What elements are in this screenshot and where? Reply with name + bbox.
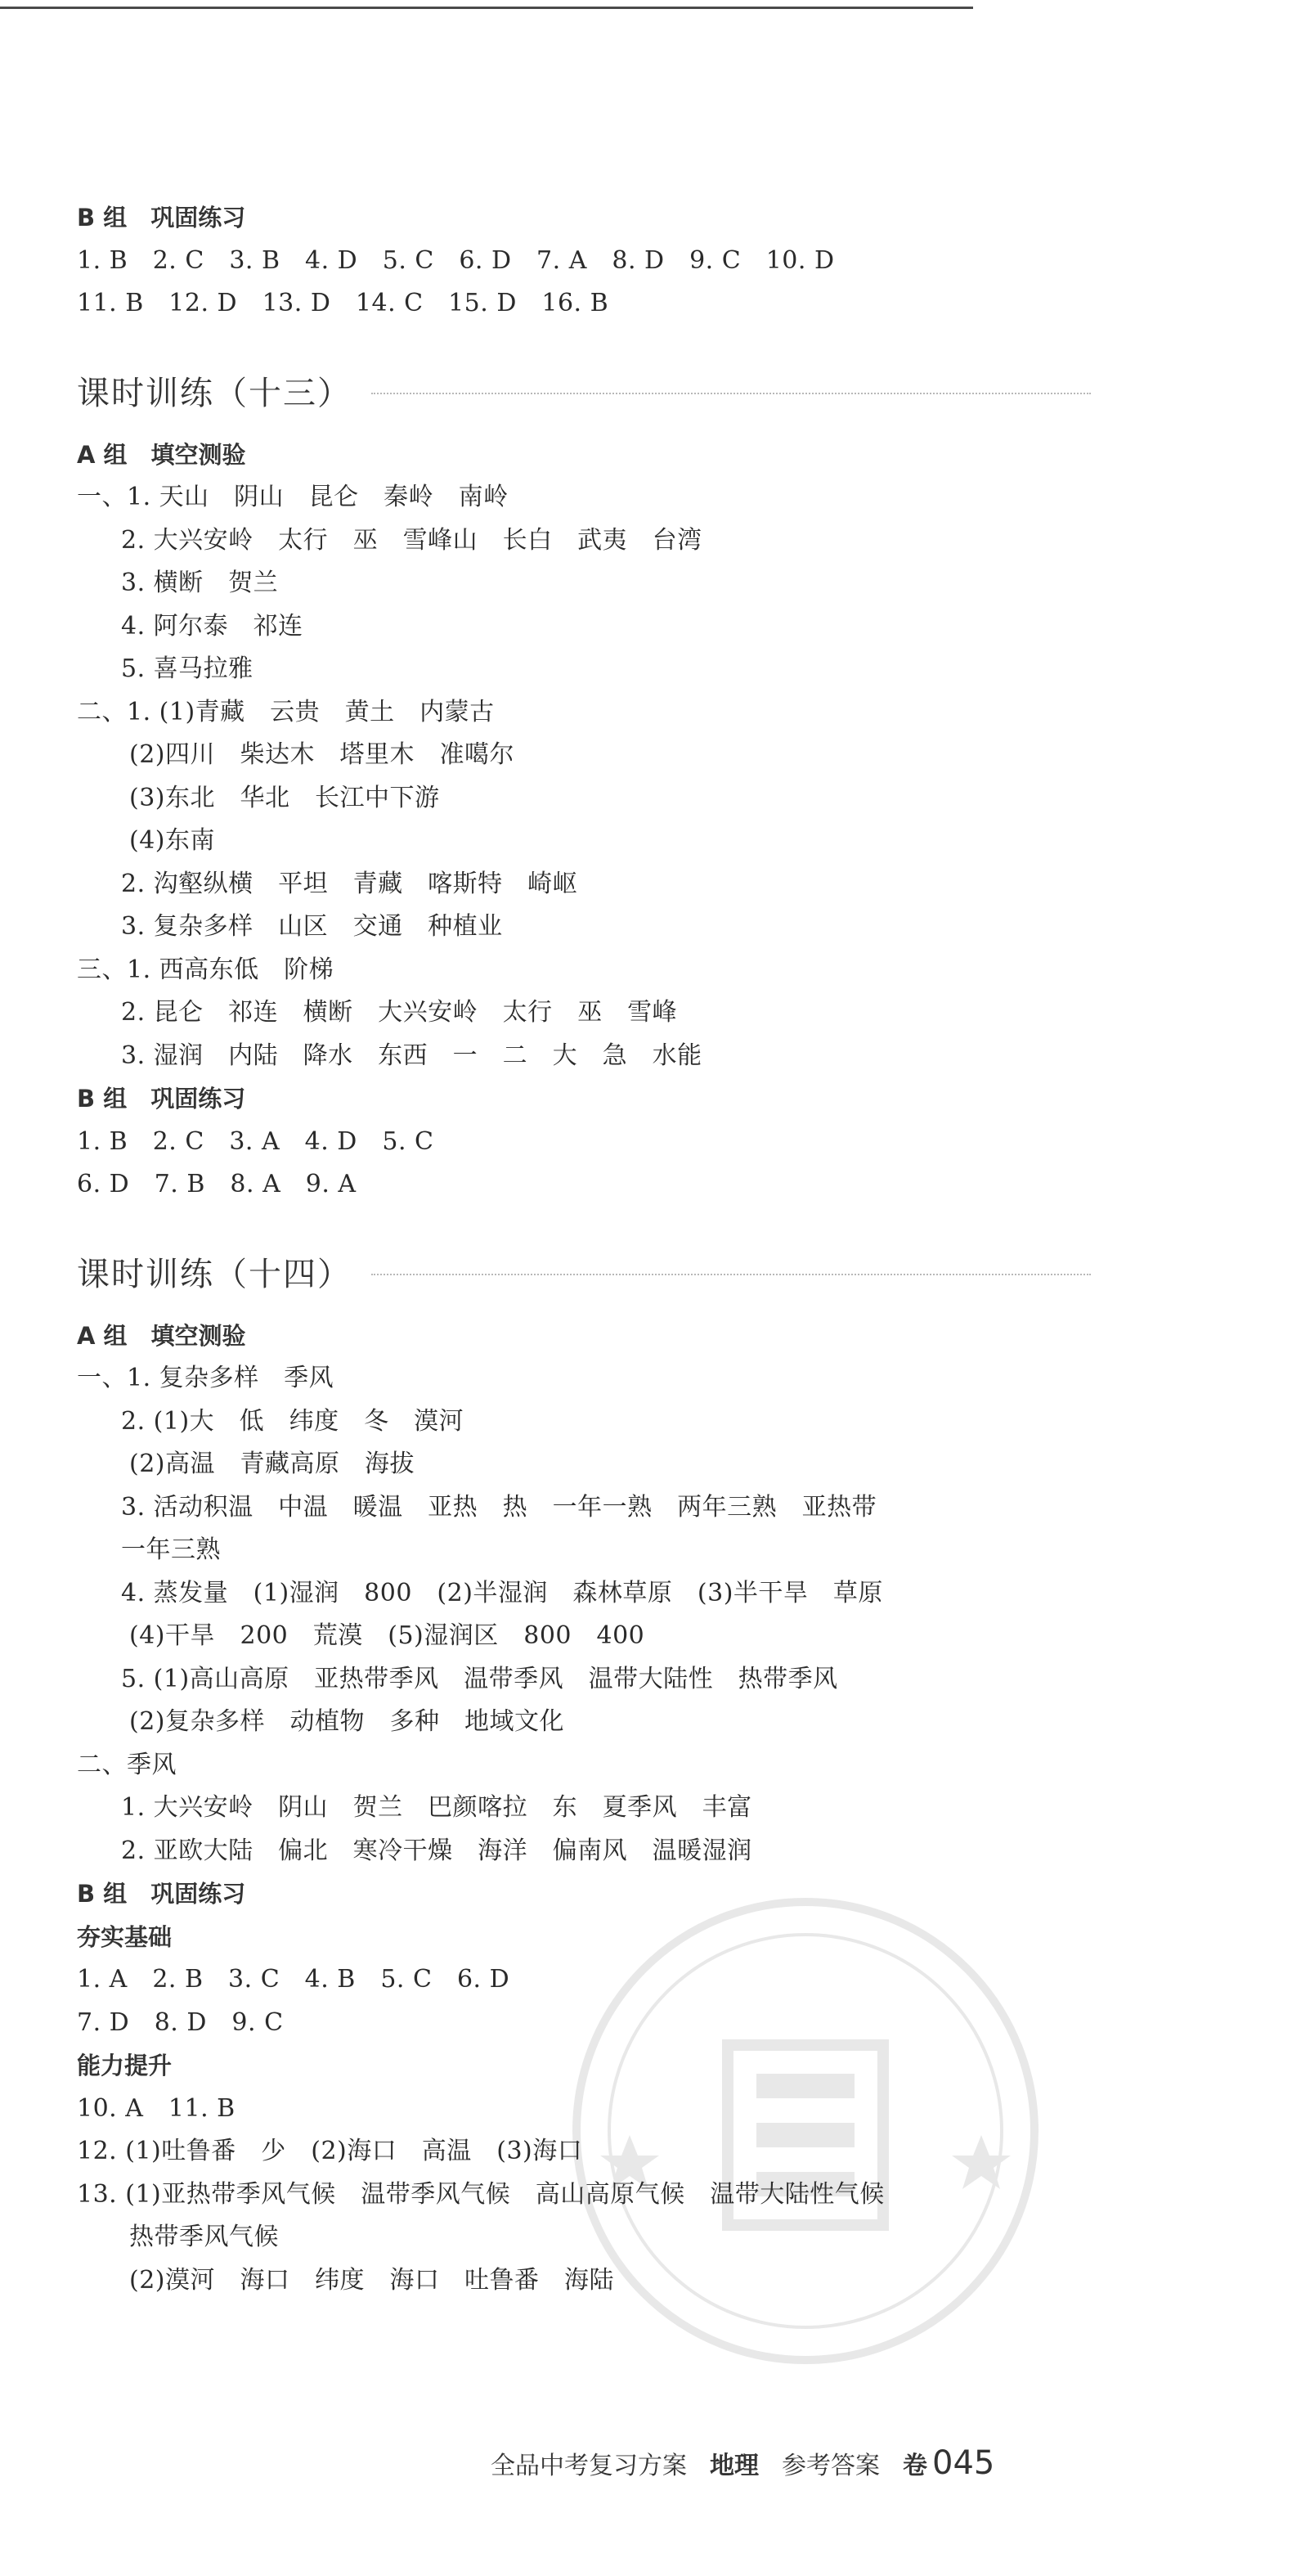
answer-line: 2. 亚欧大陆 偏北 寒冷干燥 海洋 偏南风 温暖湿润 (121, 1836, 752, 1865)
answer-line: 三、1. 西高东低 阶梯 (77, 955, 334, 984)
section-header (77, 360, 1091, 422)
answer-line: 3. 活动积温 中温 暖温 亚热 热 一年一熟 两年三熟 亚热带 (121, 1492, 877, 1522)
group-heading: B 组 巩固练习 (77, 1880, 246, 1908)
answer-line: 1. 大兴安岭 阴山 贺兰 巴颜喀拉 东 夏季风 丰富 (121, 1793, 752, 1822)
answer-line: (2)高温 青藏高原 海拔 (129, 1450, 415, 1478)
answer-line: 二、1. (1)青藏 云贵 黄土 内蒙古 (77, 697, 495, 726)
group-heading: A 组 填空测验 (77, 1321, 246, 1350)
answer-line: 2. (1)大 低 纬度 冬 漠河 (121, 1406, 464, 1436)
answer-line: 热带季风气候 (129, 2223, 279, 2251)
answer-line: (4)干旱 200 荒漠 (5)湿润区 800 400 (129, 1621, 645, 1650)
answer-line: 1. B 2. C 3. B 4. D 5. C 6. D 7. A 8. D 9. C 10. D (77, 245, 835, 275)
answer-line: 5. 喜马拉雅 (121, 654, 253, 683)
answer-content (77, 196, 1091, 2302)
footer-book-title: 全品中考复习方案 (491, 2452, 687, 2480)
answer-line: 12. (1)吐鲁番 少 (2)海口 高温 (3)海口 (77, 2137, 583, 2165)
dotted-rule (371, 1274, 1091, 1275)
answer-line: 10. A 11. B (77, 2093, 236, 2123)
answer-line: 7. D 8. D 9. C (77, 2007, 284, 2037)
top-rule (0, 7, 973, 9)
group-heading: B 组 巩固练习 (77, 1085, 246, 1113)
group-heading: B 组 巩固练习 (77, 204, 246, 232)
answer-line: (2)复杂多样 动植物 多种 地域文化 (129, 1707, 564, 1736)
answer-line: 3. 复杂多样 山区 交通 种植业 (121, 912, 503, 941)
group-heading: 能力提升 (77, 2052, 173, 2079)
answer-line: (4)东南 (129, 826, 215, 855)
answer-line: (2)四川 柴达木 塔里木 准噶尔 (129, 740, 514, 769)
section-title: 课时训练（十四） (77, 1256, 352, 1293)
footer-subject: 地理 (710, 2452, 759, 2480)
answer-line: 二、季风 (77, 1750, 177, 1779)
page-footer (491, 2444, 994, 2482)
answer-line: 4. 蒸发量 (1)湿润 800 (2)半湿润 森林草原 (3)半干旱 草原 (121, 1578, 883, 1607)
answer-line: 5. (1)高山高原 亚热带季风 温带季风 温带大陆性 热带季风 (121, 1664, 838, 1693)
answer-line: 4. 阿尔泰 祁连 (121, 611, 303, 641)
answer-line: 13. (1)亚热带季风气候 温带季风气候 高山高原气候 温带大陆性气候 (77, 2179, 885, 2209)
answer-line: 3. 湿润 内陆 降水 东西 一 二 大 急 水能 (121, 1041, 702, 1070)
answer-line: 2. 大兴安岭 太行 巫 雪峰山 长白 武夷 台湾 (121, 525, 702, 555)
section-header (77, 1241, 1091, 1303)
answer-line: 1. B 2. C 3. A 4. D 5. C (77, 1126, 434, 1156)
section-title: 课时训练（十三） (77, 375, 352, 412)
answer-line: (2)漠河 海口 纬度 海口 吐鲁番 海陆 (129, 2265, 614, 2295)
answer-line: 1. A 2. B 3. C 4. B 5. C 6. D (77, 1965, 510, 1994)
answer-line: 2. 昆仑 祁连 横断 大兴安岭 太行 巫 雪峰 (121, 998, 678, 1027)
group-heading: 夯实基础 (77, 1922, 173, 1951)
dotted-rule (371, 393, 1091, 394)
answer-line: 一、1. 天山 阴山 昆仑 秦岭 南岭 (77, 483, 509, 511)
group-heading: A 组 填空测验 (77, 440, 246, 469)
footer-volume: 卷 (903, 2452, 927, 2480)
page-number: 045 (932, 2444, 995, 2482)
answer-line: 2. 沟壑纵横 平坦 青藏 喀斯特 崎岖 (121, 869, 578, 898)
footer-part: 参考答案 (782, 2452, 880, 2480)
answer-line: 一年三熟 (121, 1535, 221, 1564)
answer-line: (3)东北 华北 长江中下游 (129, 783, 440, 812)
answer-line: 6. D 7. B 8. A 9. A (77, 1170, 357, 1198)
answer-line: 11. B 12. D 13. D 14. C 15. D 16. B (77, 289, 609, 317)
answer-line: 一、1. 复杂多样 季风 (77, 1364, 334, 1392)
answer-line: 3. 横断 贺兰 (121, 569, 279, 597)
